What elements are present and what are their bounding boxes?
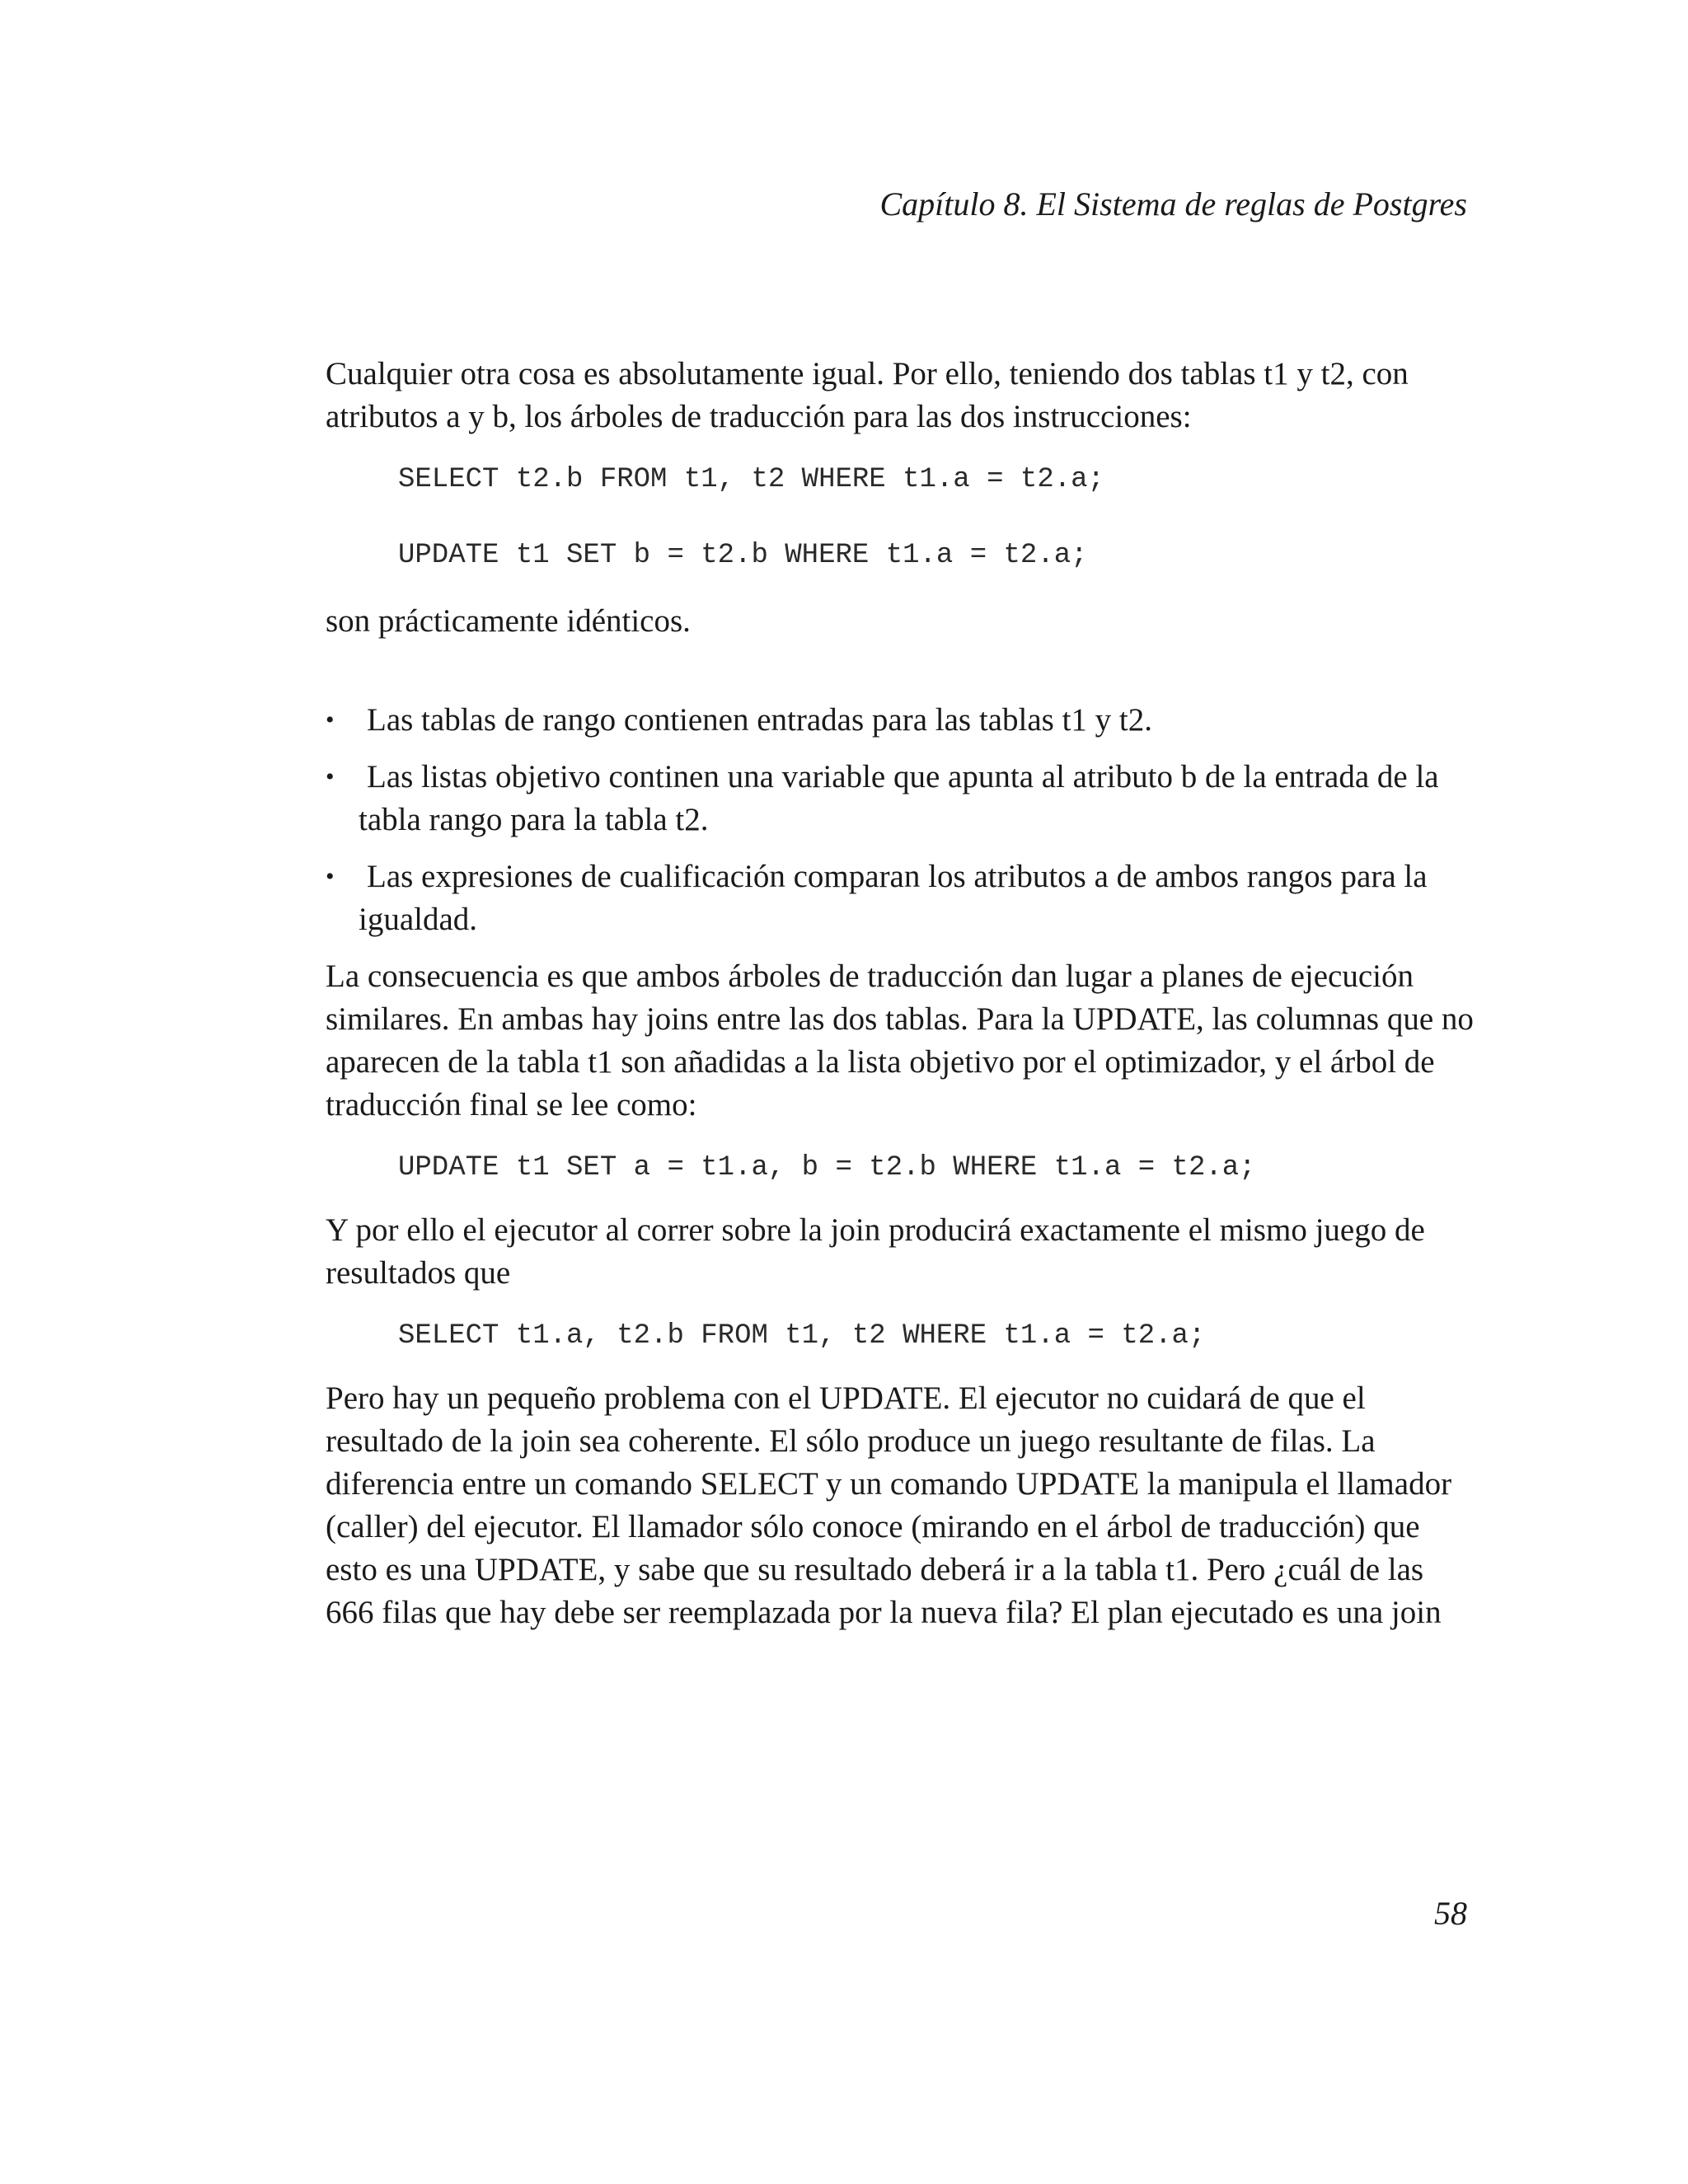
executor-paragraph: Y por ello el ejecutor al correr sobre la join producirá exactamente el mismo juego de resultados que — [326, 1212, 1425, 1291]
page-number: 58 — [1434, 1895, 1467, 1932]
list-item — [326, 756, 1479, 841]
list-item — [326, 855, 1479, 941]
page-body — [326, 353, 1479, 1634]
consequence-paragraph: La consecuencia es que ambos árboles de traducción dan lugar a planes de ejecución similares. En ambas hay joins entre las dos tablas. Para la UPDATE, las columnas que no aparecen de la tabla t1 son añadidas a la lista objetivo por el optimizador, y el árbol de traducción final se lee como: — [326, 958, 1474, 1122]
problem-paragraph: Pero hay un pequeño problema con el UPDATE. El ejecutor no cuidará de que el resultado de la join sea coherente. El sólo produce un juego resultante de filas. La diferencia entre un comando SELECT y un comando UPDATE la manipula el llamador (caller) del ejecutor. El llamador sólo conoce (mirando en el árbol de traducción) que esto es una UPDATE, y sabe que su resultado deberá ir a la tabla t1. Pero ¿cuál de las 666 filas que hay debe ser reemplazada por la nueva fila? El plan ejecutado es una join — [326, 1380, 1452, 1630]
bullet-icon: • — [326, 863, 335, 890]
code-select-1: SELECT t2.b FROM t1, t2 WHERE t1.a = t2.a; — [398, 464, 1104, 495]
code-update-1: UPDATE t1 SET b = t2.b WHERE t1.a = t2.a; — [398, 540, 1088, 571]
intro-paragraph: Cualquier otra cosa es absolutamente igual. Por ello, teniendo dos tablas t1 y t2, con atributos a y b, los árboles de traducción para las dos instrucciones: — [326, 356, 1409, 434]
list-item — [326, 699, 1479, 742]
list-item-text: Las listas objetivo continen una variable que apunta al atributo b de la entrada de la tabla rango para la tabla t2. — [359, 759, 1439, 837]
bullet-icon: • — [326, 706, 335, 733]
bullet-list — [326, 699, 1479, 941]
list-item-text: Las tablas de rango contienen entradas para las tablas t1 y t2. — [367, 702, 1152, 738]
bullet-icon: • — [326, 763, 335, 790]
list-item-text: Las expresiones de cualificación comparan los atributos a de ambos rangos para la igualdad. — [359, 859, 1428, 937]
code-update-2: UPDATE t1 SET a = t1.a, b = t2.b WHERE t1.a = t2.a; — [398, 1152, 1256, 1183]
code-select-2: SELECT t1.a, t2.b FROM t1, t2 WHERE t1.a = t2.a; — [398, 1320, 1206, 1352]
after-code-paragraph: son prácticamente idénticos. — [326, 603, 691, 639]
running-header: Capítulo 8. El Sistema de reglas de Postgres — [879, 185, 1467, 223]
